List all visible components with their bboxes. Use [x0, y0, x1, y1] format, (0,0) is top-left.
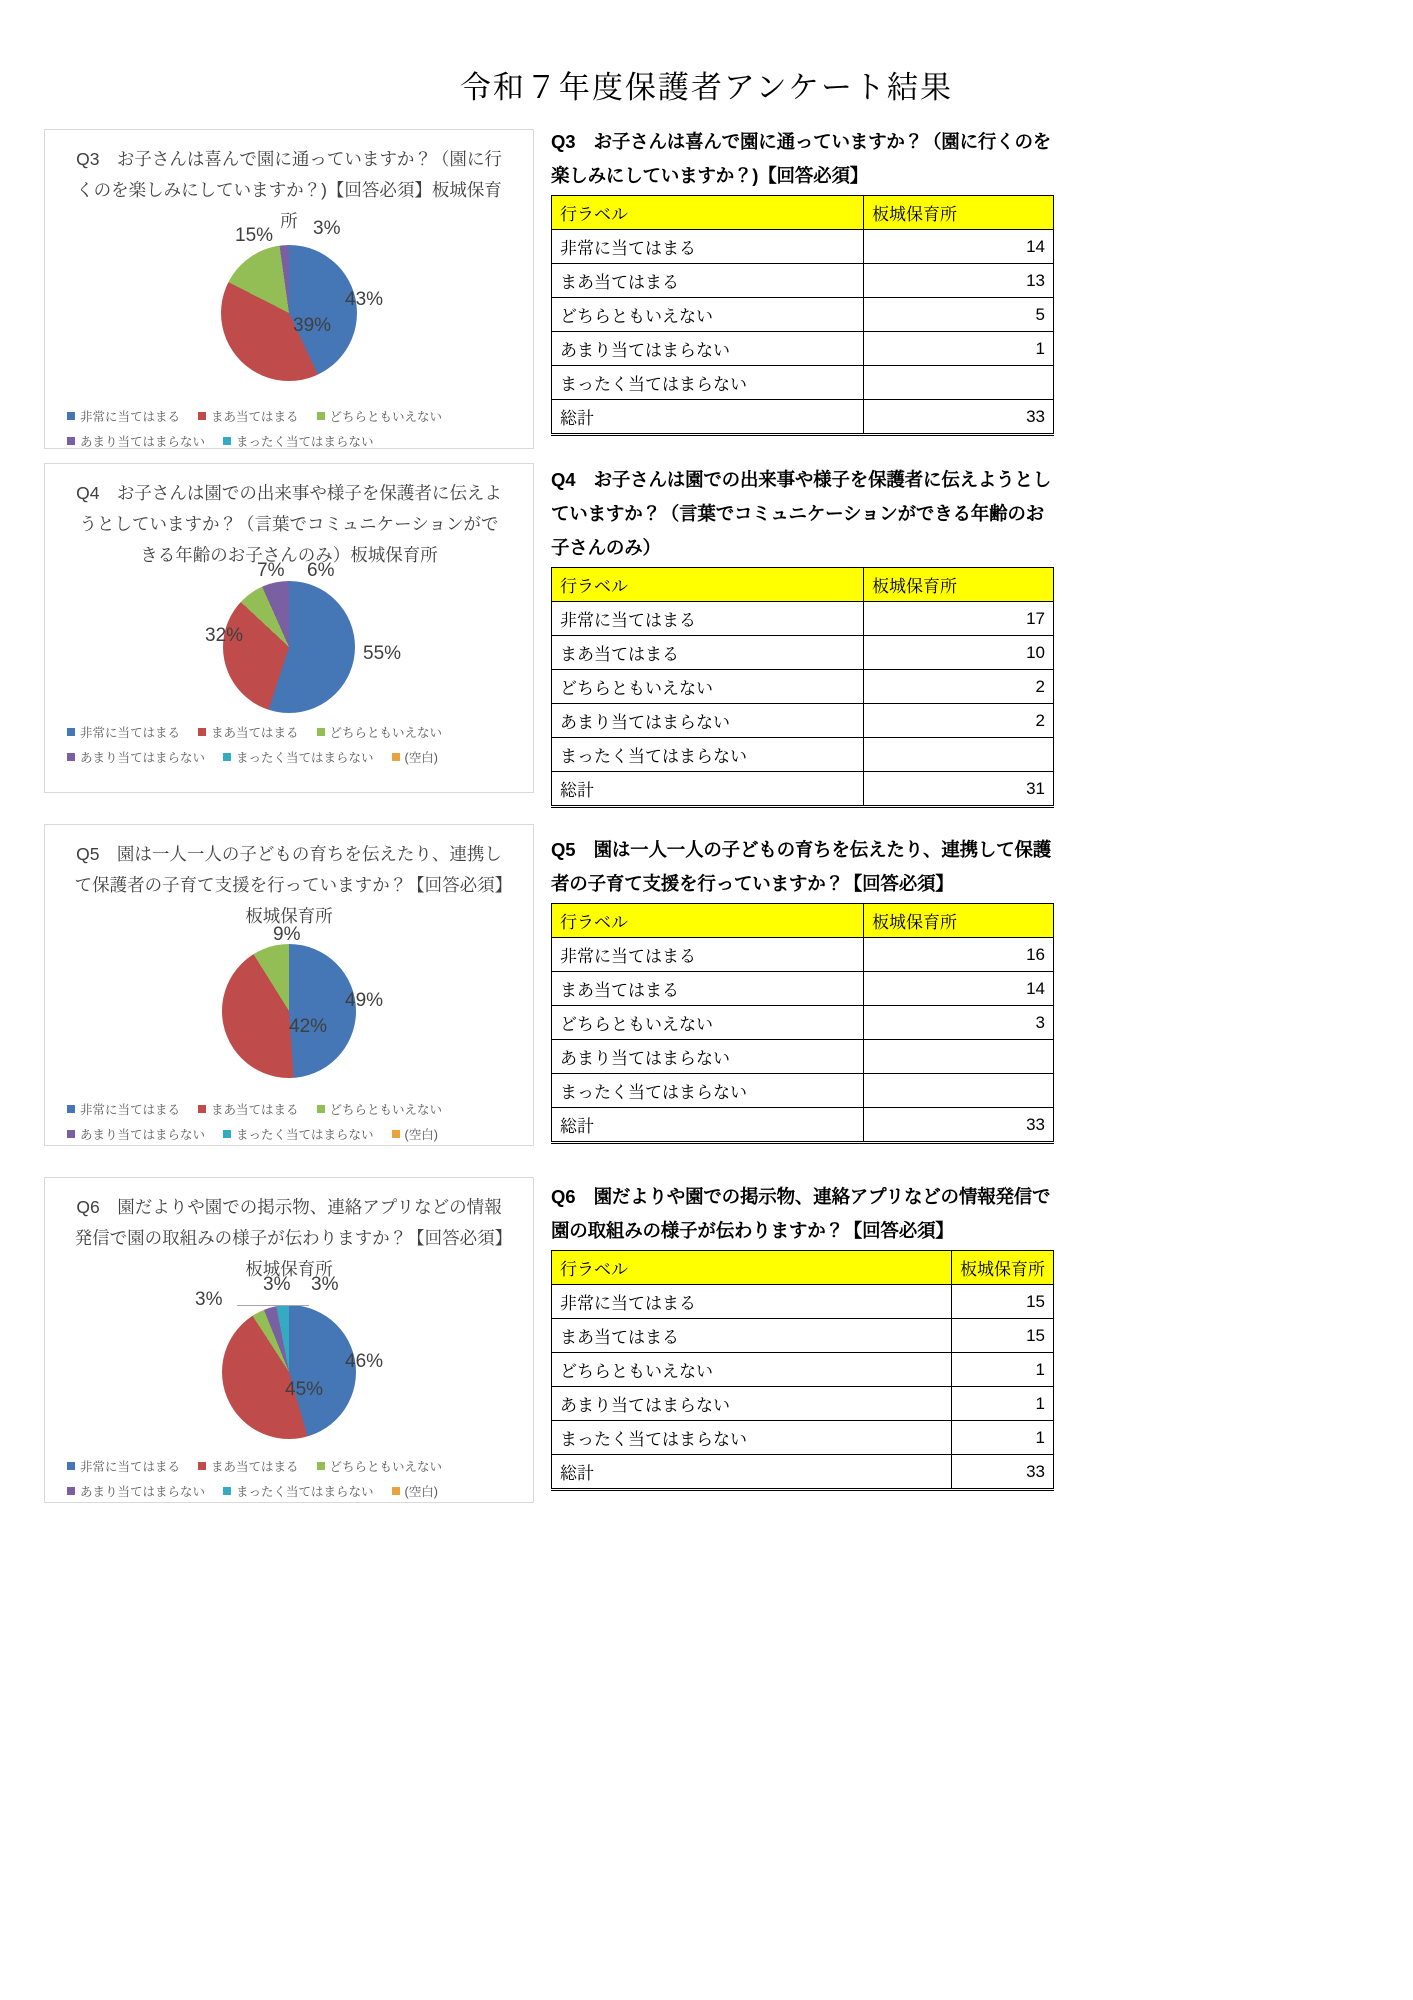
legend-item — [67, 748, 205, 766]
col-header-value: 板城保育所 — [864, 904, 1054, 938]
table-header-row — [552, 568, 1054, 602]
row-value: 1 — [952, 1353, 1054, 1387]
legend-swatch-icon — [223, 753, 231, 761]
legend-row — [67, 432, 511, 450]
pie-pct-q5-3: 9% — [273, 924, 301, 945]
chart-title-q5: Q5 園は一人一人の子どもの育ちを伝えたり、連携して保護者の子育て支援を行っていますか？【回答必須】板城保育所 — [74, 844, 504, 926]
legend-label: (空白) — [404, 1485, 438, 1499]
pie-pct-q5-1: 49% — [345, 990, 384, 1011]
table-row — [552, 1319, 1054, 1353]
pie-pct-q3-4: 3% — [313, 218, 341, 239]
table-header-row — [552, 1251, 1054, 1285]
table-heading-q6: Q6 園だよりや園での掲示物、連絡アプリなどの情報発信で園の取組みの様子が伝わりますか？【回答必須】 — [551, 1186, 1051, 1241]
legend-item — [392, 1482, 438, 1500]
legend-row — [67, 407, 511, 425]
row-label: あまり当てはまらない — [552, 704, 864, 738]
total-value: 33 — [952, 1455, 1054, 1490]
legend-label: あまり当てはまらない — [80, 435, 206, 449]
pie-chart-q5 — [222, 944, 356, 1078]
pie-pct-q6-1: 46% — [345, 1351, 384, 1372]
row-value — [864, 1074, 1054, 1108]
pivot-table-q5 — [551, 903, 1054, 1144]
row-value: 10 — [864, 636, 1054, 670]
table-row — [552, 938, 1054, 972]
legend-label: どちらともいえない — [329, 1460, 443, 1474]
legend-label: 非常に当てはまる — [80, 726, 181, 740]
table-total-row — [552, 772, 1054, 807]
row-label: あまり当てはまらない — [552, 1040, 864, 1074]
legend-swatch-icon — [67, 412, 75, 420]
col-header-row-label: 行ラベル — [552, 1251, 952, 1285]
pie-pct-q6-5: 3% — [311, 1274, 339, 1295]
legend-label: まあ当てはまる — [211, 726, 299, 740]
pie-pct-q4-4: 6% — [307, 560, 335, 581]
legend-item — [223, 432, 374, 450]
legend-item — [198, 407, 299, 425]
pie-pct-q3-1: 43% — [345, 289, 384, 310]
row-label: 非常に当てはまる — [552, 1285, 952, 1319]
row-label: 非常に当てはまる — [552, 230, 864, 264]
legend-item — [198, 1100, 299, 1118]
legend-label: 非常に当てはまる — [80, 410, 181, 424]
page-title: 令和７年度保護者アンケート結果 — [459, 70, 954, 105]
legend-label: あまり当てはまらない — [80, 751, 206, 765]
legend-swatch-icon — [67, 1462, 75, 1470]
legend-item — [317, 1100, 443, 1118]
legend-row — [67, 1457, 511, 1475]
legend-swatch-icon — [67, 437, 75, 445]
legend-item — [67, 1125, 205, 1143]
table-side-q6 — [551, 1180, 1053, 1491]
row-label: まあ当てはまる — [552, 1319, 952, 1353]
legend-swatch-icon — [223, 437, 231, 445]
legend-swatch-icon — [317, 1105, 325, 1113]
legend-label: どちらともいえない — [329, 1103, 443, 1117]
row-label: 非常に当てはまる — [552, 602, 864, 636]
legend-swatch-icon — [317, 412, 325, 420]
legend-label: 非常に当てはまる — [80, 1103, 181, 1117]
pie-pct-q5-2: 42% — [289, 1016, 328, 1037]
row-value: 14 — [864, 230, 1054, 264]
chart-card-q6 — [44, 1177, 534, 1503]
legend-swatch-icon — [198, 412, 206, 420]
legend-label: まったく当てはまらない — [236, 1485, 374, 1499]
pie-pct-q6-2: 45% — [285, 1379, 324, 1400]
row-value: 1 — [864, 332, 1054, 366]
legend-label: まあ当てはまる — [211, 410, 299, 424]
table-row — [552, 1006, 1054, 1040]
legend-item — [67, 407, 180, 425]
legend-label: どちらともいえない — [329, 410, 443, 424]
table-row — [552, 602, 1054, 636]
table-side-q3 — [551, 125, 1053, 436]
row-value: 14 — [864, 972, 1054, 1006]
pie-chart-q3 — [221, 245, 357, 381]
legend-label: まったく当てはまらない — [236, 435, 374, 449]
pie-pct-q3-2: 39% — [293, 315, 332, 336]
legend-row — [67, 748, 511, 766]
legend-item — [223, 1482, 374, 1500]
legend-row — [67, 723, 511, 741]
table-row — [552, 636, 1054, 670]
row-value: 17 — [864, 602, 1054, 636]
table-header-row — [552, 904, 1054, 938]
table-row — [552, 230, 1054, 264]
legend-label: (空白) — [404, 1128, 438, 1142]
col-header-value: 板城保育所 — [952, 1251, 1054, 1285]
table-row — [552, 1421, 1054, 1455]
table-heading-q5: Q5 園は一人一人の子どもの育ちを伝えたり、連携して保護者の子育て支援を行っていますか？【回答必須】 — [551, 839, 1052, 894]
row-value: 15 — [952, 1319, 1054, 1353]
total-value: 33 — [864, 400, 1054, 435]
table-header-row — [552, 196, 1054, 230]
pie-area-q4 — [45, 560, 533, 695]
legend-label: 非常に当てはまる — [80, 1460, 181, 1474]
legend-swatch-icon — [198, 1105, 206, 1113]
total-label: 総計 — [552, 1108, 864, 1143]
legend-row — [67, 1100, 511, 1118]
row-value: 16 — [864, 938, 1054, 972]
total-value: 31 — [864, 772, 1054, 807]
pie-area-q6 — [45, 1274, 533, 1435]
row-label: まったく当てはまらない — [552, 738, 864, 772]
legend-label: まあ当てはまる — [211, 1460, 299, 1474]
legend-item — [67, 432, 205, 450]
row-value — [864, 366, 1054, 400]
legend-item — [317, 407, 443, 425]
table-side-q5 — [551, 833, 1053, 1144]
pie-pct-q6-3: 3% — [195, 1289, 223, 1310]
pie-leader-line-q6 — [237, 1305, 309, 1306]
legend-item — [198, 723, 299, 741]
row-label: どちらともいえない — [552, 1353, 952, 1387]
pie-chart-q6 — [222, 1305, 356, 1439]
total-label: 総計 — [552, 400, 864, 435]
table-row — [552, 332, 1054, 366]
legend-label: まったく当てはまらない — [236, 1128, 374, 1142]
legend-swatch-icon — [67, 728, 75, 736]
table-total-row — [552, 1108, 1054, 1143]
row-label: あまり当てはまらない — [552, 1387, 952, 1421]
pivot-table-q6 — [551, 1250, 1054, 1491]
table-row — [552, 1285, 1054, 1319]
row-label: まあ当てはまる — [552, 636, 864, 670]
legend-row — [67, 1482, 511, 1500]
row-label: どちらともいえない — [552, 1006, 864, 1040]
pie-pct-q4-1: 55% — [363, 643, 402, 664]
pie-pct-q3-3: 15% — [235, 225, 274, 246]
chart-title-q4: Q4 お子さんは園での出来事や様子を保護者に伝えようとしていますか？（言葉でコミュニケーションができる年齢のお子さんのみ）板城保育所 — [76, 483, 502, 565]
chart-card-q3 — [44, 129, 534, 449]
legend-swatch-icon — [198, 728, 206, 736]
legend-swatch-icon — [317, 728, 325, 736]
row-value: 2 — [864, 670, 1054, 704]
table-row — [552, 670, 1054, 704]
legend-swatch-icon — [67, 1105, 75, 1113]
legend-q6 — [45, 1435, 533, 1521]
legend-swatch-icon — [392, 1487, 400, 1495]
row-label: まあ当てはまる — [552, 972, 864, 1006]
legend-swatch-icon — [67, 1487, 75, 1495]
row-label: どちらともいえない — [552, 298, 864, 332]
row-label: 非常に当てはまる — [552, 938, 864, 972]
legend-swatch-icon — [67, 1130, 75, 1138]
legend-item — [223, 748, 374, 766]
chart-title-q6: Q6 園だよりや園での掲示物、連絡アプリなどの情報発信で園の取組みの様子が伝わりますか？【回答必須】板城保育所 — [74, 1197, 504, 1279]
legend-swatch-icon — [392, 1130, 400, 1138]
legend-item — [67, 1457, 180, 1475]
row-label: まあ当てはまる — [552, 264, 864, 298]
table-row — [552, 264, 1054, 298]
row-label: どちらともいえない — [552, 670, 864, 704]
legend-label: まったく当てはまらない — [236, 751, 374, 765]
col-header-row-label: 行ラベル — [552, 904, 864, 938]
table-row — [552, 366, 1054, 400]
legend-swatch-icon — [67, 753, 75, 761]
legend-item — [317, 723, 443, 741]
legend-swatch-icon — [223, 1130, 231, 1138]
table-side-q4 — [551, 463, 1053, 808]
legend-label: どちらともいえない — [329, 726, 443, 740]
table-total-row — [552, 1455, 1054, 1490]
legend-item — [67, 723, 180, 741]
legend-q5 — [45, 1078, 533, 1164]
legend-item — [317, 1457, 443, 1475]
row-value: 15 — [952, 1285, 1054, 1319]
row-value — [864, 1040, 1054, 1074]
chart-title-q3: Q3 お子さんは喜んで園に通っていますか？（園に行くのを楽しみにしていますか？)【回答必須】板城保育所 — [76, 149, 502, 231]
pie-pct-q4-3: 7% — [257, 560, 285, 581]
row-label: まったく当てはまらない — [552, 1074, 864, 1108]
legend-label: (空白) — [404, 751, 438, 765]
legend-item — [67, 1482, 205, 1500]
pie-pct-q6-4: 3% — [263, 1274, 291, 1295]
col-header-value: 板城保育所 — [864, 568, 1054, 602]
total-label: 総計 — [552, 1455, 952, 1490]
col-header-value: 板城保育所 — [864, 196, 1054, 230]
col-header-row-label: 行ラベル — [552, 196, 864, 230]
legend-q3 — [45, 377, 533, 471]
table-total-row — [552, 400, 1054, 435]
pivot-table-q3 — [551, 195, 1054, 436]
table-row — [552, 972, 1054, 1006]
table-row — [552, 1387, 1054, 1421]
total-value: 33 — [864, 1108, 1054, 1143]
row-value: 5 — [864, 298, 1054, 332]
row-label: あまり当てはまらない — [552, 332, 864, 366]
pie-area-q5 — [45, 924, 533, 1078]
pie-pct-q4-2: 32% — [205, 625, 244, 646]
row-value — [864, 738, 1054, 772]
row-value: 1 — [952, 1387, 1054, 1421]
pie-chart-q4 — [223, 581, 355, 713]
row-label: まったく当てはまらない — [552, 366, 864, 400]
legend-swatch-icon — [198, 1462, 206, 1470]
row-label: まったく当てはまらない — [552, 1421, 952, 1455]
legend-swatch-icon — [223, 1487, 231, 1495]
row-value: 2 — [864, 704, 1054, 738]
row-value: 13 — [864, 264, 1054, 298]
chart-card-q4 — [44, 463, 534, 793]
table-heading-q3: Q3 お子さんは喜んで園に通っていますか？（園に行くのを楽しみにしていますか？)【回答必須】 — [551, 131, 1052, 186]
chart-card-q5 — [44, 824, 534, 1146]
table-row — [552, 1040, 1054, 1074]
legend-swatch-icon — [392, 753, 400, 761]
total-label: 総計 — [552, 772, 864, 807]
table-row — [552, 1353, 1054, 1387]
legend-item — [392, 1125, 438, 1143]
table-row — [552, 1074, 1054, 1108]
legend-label: あまり当てはまらない — [80, 1128, 206, 1142]
legend-item — [223, 1125, 374, 1143]
legend-row — [67, 1125, 511, 1143]
row-value: 1 — [952, 1421, 1054, 1455]
legend-label: あまり当てはまらない — [80, 1485, 206, 1499]
legend-item — [198, 1457, 299, 1475]
col-header-row-label: 行ラベル — [552, 568, 864, 602]
legend-label: まあ当てはまる — [211, 1103, 299, 1117]
table-row — [552, 738, 1054, 772]
table-heading-q4: Q4 お子さんは園での出来事や様子を保護者に伝えようとしていますか？（言葉でコミュニケーションができる年齢のお子さんのみ） — [551, 469, 1052, 558]
row-value: 3 — [864, 1006, 1054, 1040]
pie-area-q3 — [45, 218, 533, 377]
table-row — [552, 704, 1054, 738]
legend-item — [392, 748, 438, 766]
legend-swatch-icon — [317, 1462, 325, 1470]
legend-item — [67, 1100, 180, 1118]
table-row — [552, 298, 1054, 332]
pivot-table-q4 — [551, 567, 1054, 808]
